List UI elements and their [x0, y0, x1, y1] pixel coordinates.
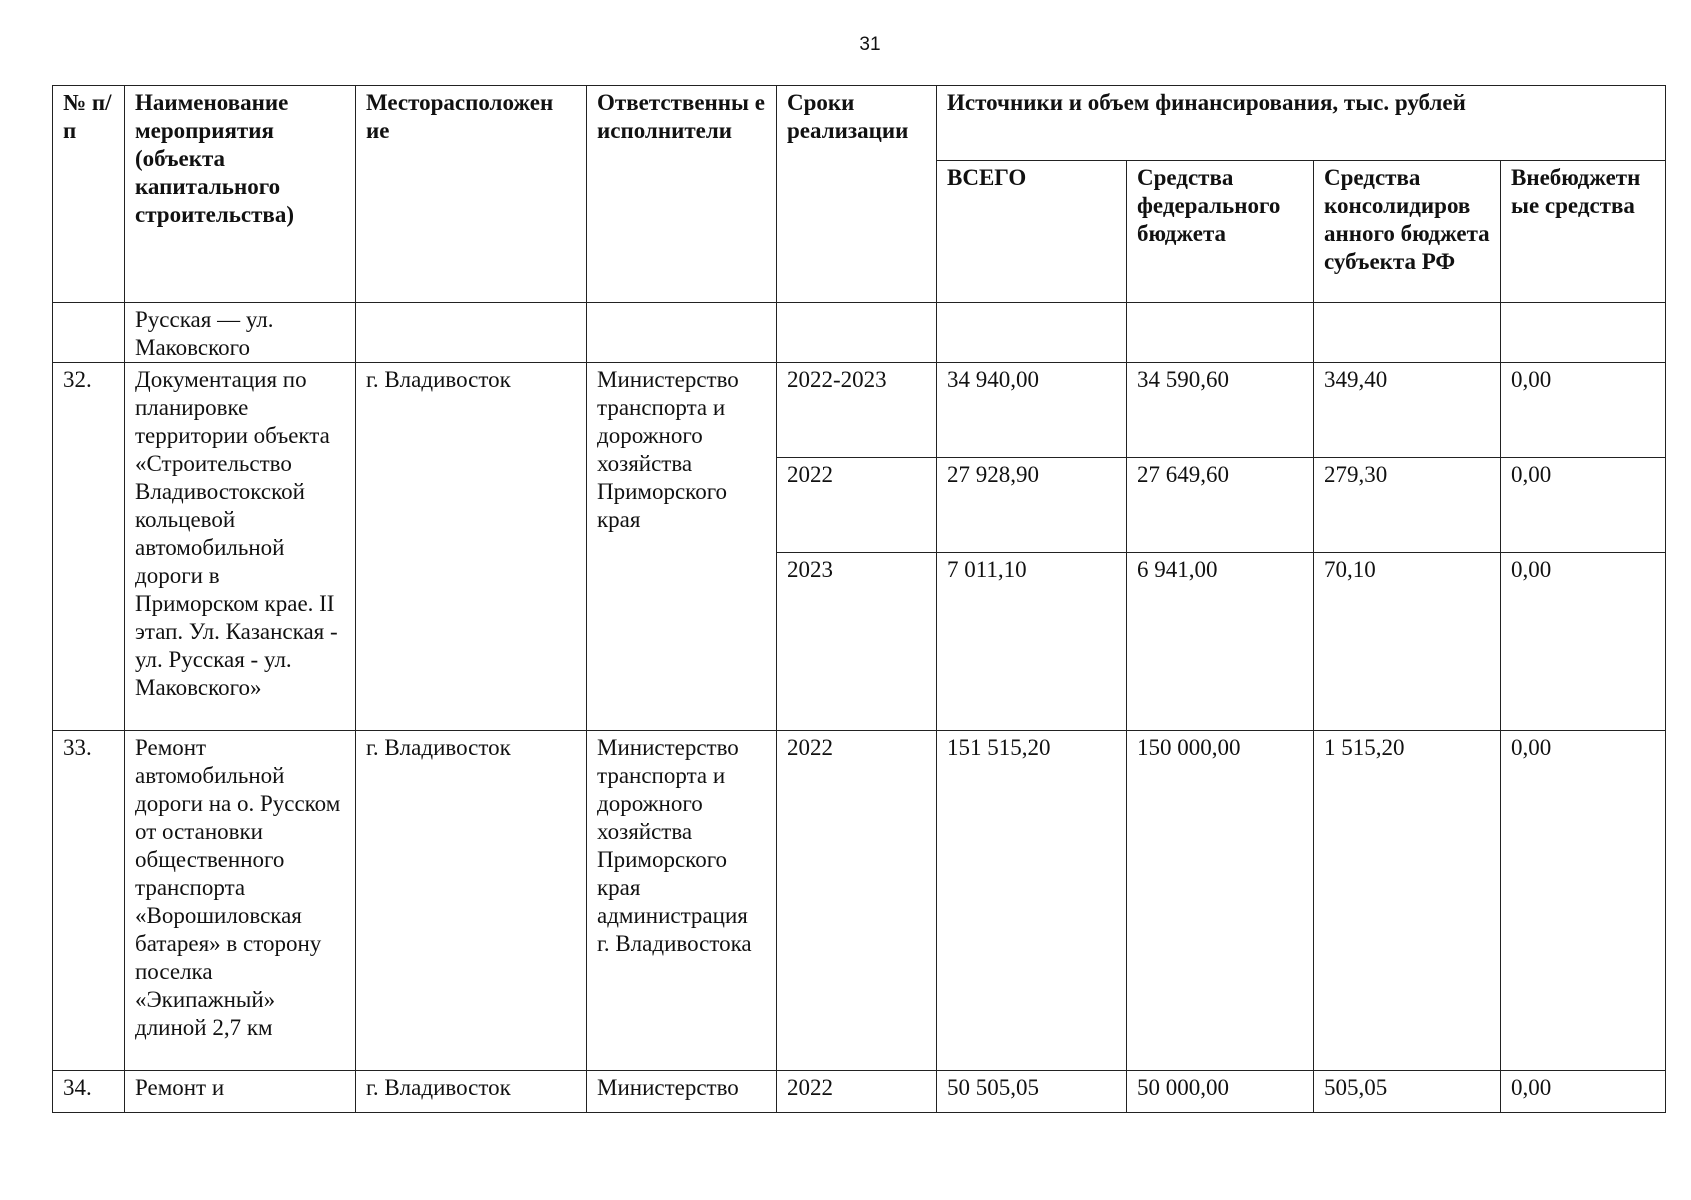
- header-extra: Внебюджетн ые средства: [1501, 161, 1666, 303]
- cell-federal: [1127, 303, 1314, 363]
- cell-total: 34 940,00: [937, 363, 1127, 458]
- cell-period: 2022-2023: [777, 363, 937, 458]
- header-total: ВСЕГО: [937, 161, 1127, 303]
- header-row-1: [53, 86, 1666, 161]
- cell-extra: 0,00: [1501, 553, 1666, 731]
- cell-federal: 50 000,00: [1127, 1071, 1314, 1113]
- cell-num: 32.: [53, 363, 125, 731]
- cell-period: 2022: [777, 1071, 937, 1113]
- cell-responsible: Министерство транспорта и дорожного хозяйства Приморского края: [587, 363, 777, 731]
- cell-period: [777, 303, 937, 363]
- table-row-33: [53, 731, 1666, 1071]
- cell-federal: 34 590,60: [1127, 363, 1314, 458]
- cell-location: г. Владивосток: [356, 1071, 587, 1113]
- cell-extra: [1501, 303, 1666, 363]
- cell-regional: 279,30: [1314, 458, 1501, 553]
- cell-total: [937, 303, 1127, 363]
- cell-regional: 349,40: [1314, 363, 1501, 458]
- table-row-continuation: [53, 303, 1666, 363]
- header-period: Сроки реализации: [777, 86, 937, 303]
- funding-table: [52, 85, 1666, 1113]
- header-name: Наименование мероприятия (объекта капитального строительства): [125, 86, 356, 303]
- cell-federal: 150 000,00: [1127, 731, 1314, 1071]
- table-row-34: [53, 1071, 1666, 1113]
- cell-num: 33.: [53, 731, 125, 1071]
- cell-extra: 0,00: [1501, 458, 1666, 553]
- header-location: Месторасположен ие: [356, 86, 587, 303]
- cell-total: 7 011,10: [937, 553, 1127, 731]
- cell-period: 2023: [777, 553, 937, 731]
- cell-location: г. Владивосток: [356, 731, 587, 1071]
- cell-total: 50 505,05: [937, 1071, 1127, 1113]
- cell-regional: 1 515,20: [1314, 731, 1501, 1071]
- cell-federal: 6 941,00: [1127, 553, 1314, 731]
- cell-num: 34.: [53, 1071, 125, 1113]
- cell-extra: 0,00: [1501, 363, 1666, 458]
- cell-responsible: [587, 303, 777, 363]
- header-regional: Средства консолидиров анного бюджета субъекта РФ: [1314, 161, 1501, 303]
- cell-regional: [1314, 303, 1501, 363]
- cell-location: г. Владивосток: [356, 363, 587, 731]
- header-federal: Средства федерального бюджета: [1127, 161, 1314, 303]
- cell-name: Документация по планировке территории объекта «Строительство Владивостокской кольцевой автомобильной дороги в Приморском крае. II этап. Ул. Казанская - ул. Русская - ул. Маковского»: [125, 363, 356, 731]
- cell-federal: 27 649,60: [1127, 458, 1314, 553]
- cell-location: [356, 303, 587, 363]
- cell-regional: 70,10: [1314, 553, 1501, 731]
- cell-responsible: Министерство транспорта и дорожного хозяйства Приморского края администрация г. Владивостока: [587, 731, 777, 1071]
- cell-num: [53, 303, 125, 363]
- cell-total: 27 928,90: [937, 458, 1127, 553]
- cell-name: Ремонт автомобильной дороги на о. Русском от остановки общественного транспорта «Ворошиловская батарея» в сторону поселка «Экипажный» длиной 2,7 км: [125, 731, 356, 1071]
- cell-name: Ремонт и: [125, 1071, 356, 1113]
- cell-responsible: Министерство: [587, 1071, 777, 1113]
- table-row-32: [53, 363, 1666, 458]
- cell-extra: 0,00: [1501, 1071, 1666, 1113]
- header-num: № п/п: [53, 86, 125, 303]
- header-responsible: Ответственны е исполнители: [587, 86, 777, 303]
- cell-period: 2022: [777, 731, 937, 1071]
- cell-regional: 505,05: [1314, 1071, 1501, 1113]
- cell-extra: 0,00: [1501, 731, 1666, 1071]
- cell-period: 2022: [777, 458, 937, 553]
- page-number: 31: [859, 34, 881, 55]
- cell-name: Русская — ул. Маковского: [125, 303, 356, 363]
- cell-total: 151 515,20: [937, 731, 1127, 1071]
- header-funding: Источники и объем финансирования, тыс. рублей: [937, 86, 1666, 161]
